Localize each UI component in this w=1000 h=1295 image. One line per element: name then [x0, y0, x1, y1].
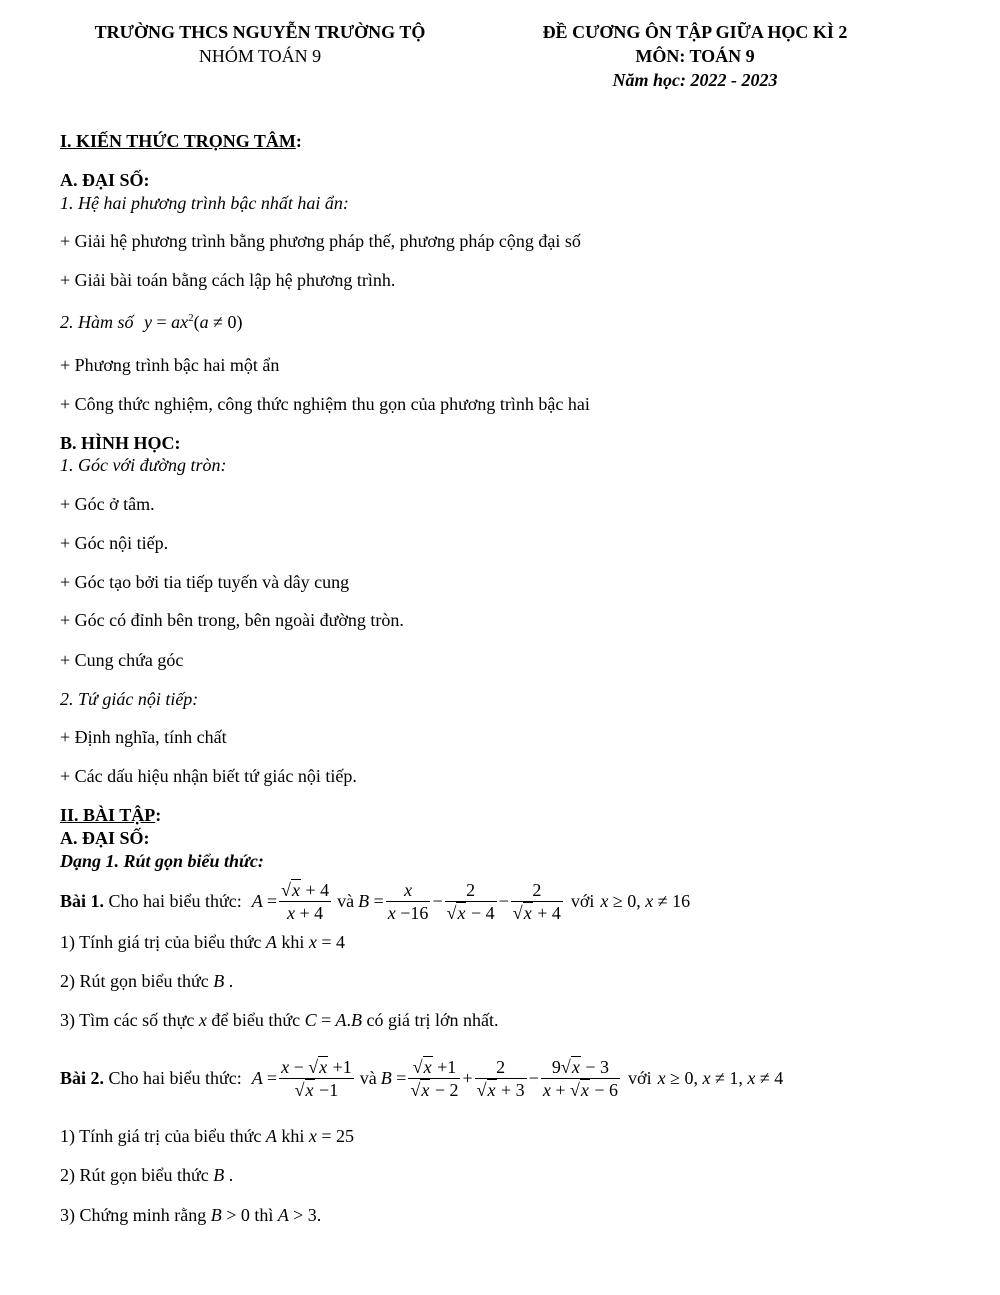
- exercise-1-question-3: 3) Tìm các số thực x để biểu thức C = A.B có giá trị lớn nhất.: [60, 1010, 499, 1030]
- section-2-title: II. BÀI TẬP:: [60, 805, 162, 825]
- form-1-title: Dạng 1. Rút gọn biểu thức:: [60, 851, 264, 871]
- algebra-topic-1: 1. Hệ hai phương trình bậc nhất hai ẩn:: [60, 193, 349, 213]
- geometry-item-4: + Góc có đỉnh bên trong, bên ngoài đường tròn.: [60, 610, 404, 630]
- geometry-item-6: + Định nghĩa, tính chất: [60, 727, 227, 747]
- algebra-item-4: + Công thức nghiệm, công thức nghiệm thu gọn của phương trình bậc hai: [60, 394, 590, 414]
- geometry-topic-2: 2. Tứ giác nội tiếp:: [60, 689, 199, 709]
- school-name: TRƯỜNG THCS NGUYỄN TRƯỜNG TỘ: [94, 22, 426, 42]
- exercise-2-question-1: 1) Tính giá trị của biểu thức A khi x = 25: [60, 1126, 355, 1146]
- exercise-1-question-1: 1) Tính giá trị của biểu thức A khi x = 4: [60, 932, 346, 952]
- exercise-2-question-3: 3) Chứng minh rằng B > 0 thì A > 3.: [60, 1205, 322, 1225]
- geometry-item-3: + Góc tạo bởi tia tiếp tuyến và dây cung: [60, 572, 350, 592]
- algebra-heading: A. ĐẠI SỐ:: [60, 170, 150, 190]
- geometry-item-5: + Cung chứa góc: [60, 650, 184, 670]
- geometry-item-7: + Các dấu hiệu nhận biết tứ giác nội tiếp.: [60, 766, 357, 786]
- section-1-title: I. KIẾN THỨC TRỌNG TÂM:: [60, 131, 302, 151]
- exercise-1-question-2: 2) Rút gọn biểu thức B .: [60, 971, 234, 991]
- geometry-item-2: + Góc nội tiếp.: [60, 533, 169, 553]
- algebra-item-1: + Giải hệ phương trình bằng phương pháp thế, phương pháp cộng đại số: [60, 231, 581, 251]
- school-year: Năm học: 2022 - 2023: [612, 70, 778, 90]
- exercise-algebra-heading: A. ĐẠI SỐ:: [60, 828, 150, 848]
- algebra-item-3: + Phương trình bậc hai một ẩn: [60, 355, 280, 375]
- exercise-2-statement: Bài 2. Cho hai biểu thức: A = $\frac{x - √x +1}{√x -1}$ và B = $\frac{√x +1}{√x - 2}$ + $\frac{2}{√x + 3}$ − $\frac{9√x - 3}{x + √x - 6}$ với x ≥ 0, x ≠ 1, x ≠ 4: [60, 1056, 784, 1100]
- group-name: NHÓM TOÁN 9: [198, 46, 322, 66]
- subject: MÔN: TOÁN 9: [635, 46, 755, 66]
- geometry-item-1: + Góc ở tâm.: [60, 494, 155, 514]
- algebra-item-2: + Giải bài toán bằng cách lập hệ phương trình.: [60, 270, 396, 290]
- algebra-topic-2: 2. Hàm số $y = ax^2(a \ne 0)$: [60, 312, 243, 332]
- exercise-2-question-2: 2) Rút gọn biểu thức B .: [60, 1165, 234, 1185]
- exercise-1-statement: Bài 1. Cho hai biểu thức: A = $\frac{√x + 4}{x + 4}$ và B = $\frac{x}{x -16}$ − $\frac{2}{√x - 4}$ − $\frac{2}{√x + 4}$ với x ≥ 0, x ≠ 16: [60, 879, 691, 923]
- document-title: ĐỀ CƯƠNG ÔN TẬP GIỮA HỌC KÌ 2: [542, 22, 848, 42]
- geometry-topic-1: 1. Góc với đường tròn:: [60, 455, 227, 475]
- geometry-heading: B. HÌNH HỌC:: [60, 433, 181, 453]
